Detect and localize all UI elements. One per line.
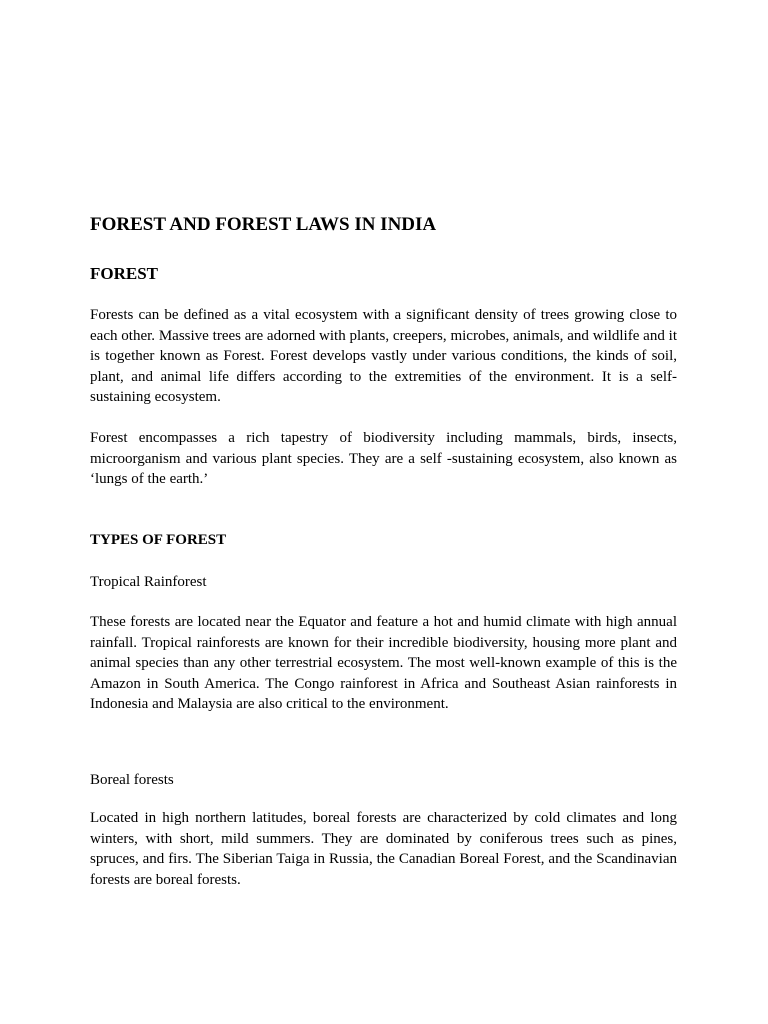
subheading-boreal-forests: Boreal forests	[90, 772, 174, 788]
boreal-forests-paragraph: Located in high northern latitudes, boreal forests are characterized by cold climates and long winters, with short, mild summers. They are dominated by coniferous trees such as pines, spruces, and firs. The Siberian Taiga in Russia, the Canadian Boreal Forest, and the Scandinavian forests are boreal forests.	[90, 810, 677, 888]
tropical-rainforest-paragraph: These forests are located near the Equator and feature a hot and humid climate with high annual rainfall. Tropical rainforests are known for their incredible biodiversity, housing more plant and animal species than any other terrestrial ecosystem. The most well-known example of this is the Amazon in South America. The Congo rainforest in Africa and Southeast Asian rainforests in Indonesia and Malaysia are also critical to the environment.	[90, 614, 677, 713]
section-heading-forest: FOREST	[90, 264, 159, 283]
forest-biodiversity-paragraph: Forest encompasses a rich tapestry of biodiversity including mammals, birds, insects, microorganism and various plant species. They are a self -sustaining ecosystem, also known as ‘lungs of the earth.’	[90, 430, 677, 488]
document-title: FOREST AND FOREST LAWS IN INDIA	[90, 214, 437, 235]
forest-definition-paragraph: Forests can be defined as a vital ecosystem with a significant density of trees growing close to each other. Massive trees are adorned with plants, creepers, microbes, animals, and wildlife and it is together known as Forest. Forest develops vastly under various conditions, the kinds of soil, plant, and animal life differs according to the extremities of the environment. It is a self-sustaining ecosystem.	[90, 307, 677, 406]
document-page	[90, 0, 677, 1024]
subheading-tropical-rainforest: Tropical Rainforest	[90, 574, 207, 590]
section-heading-types-of-forest: TYPES OF FOREST	[90, 532, 227, 548]
